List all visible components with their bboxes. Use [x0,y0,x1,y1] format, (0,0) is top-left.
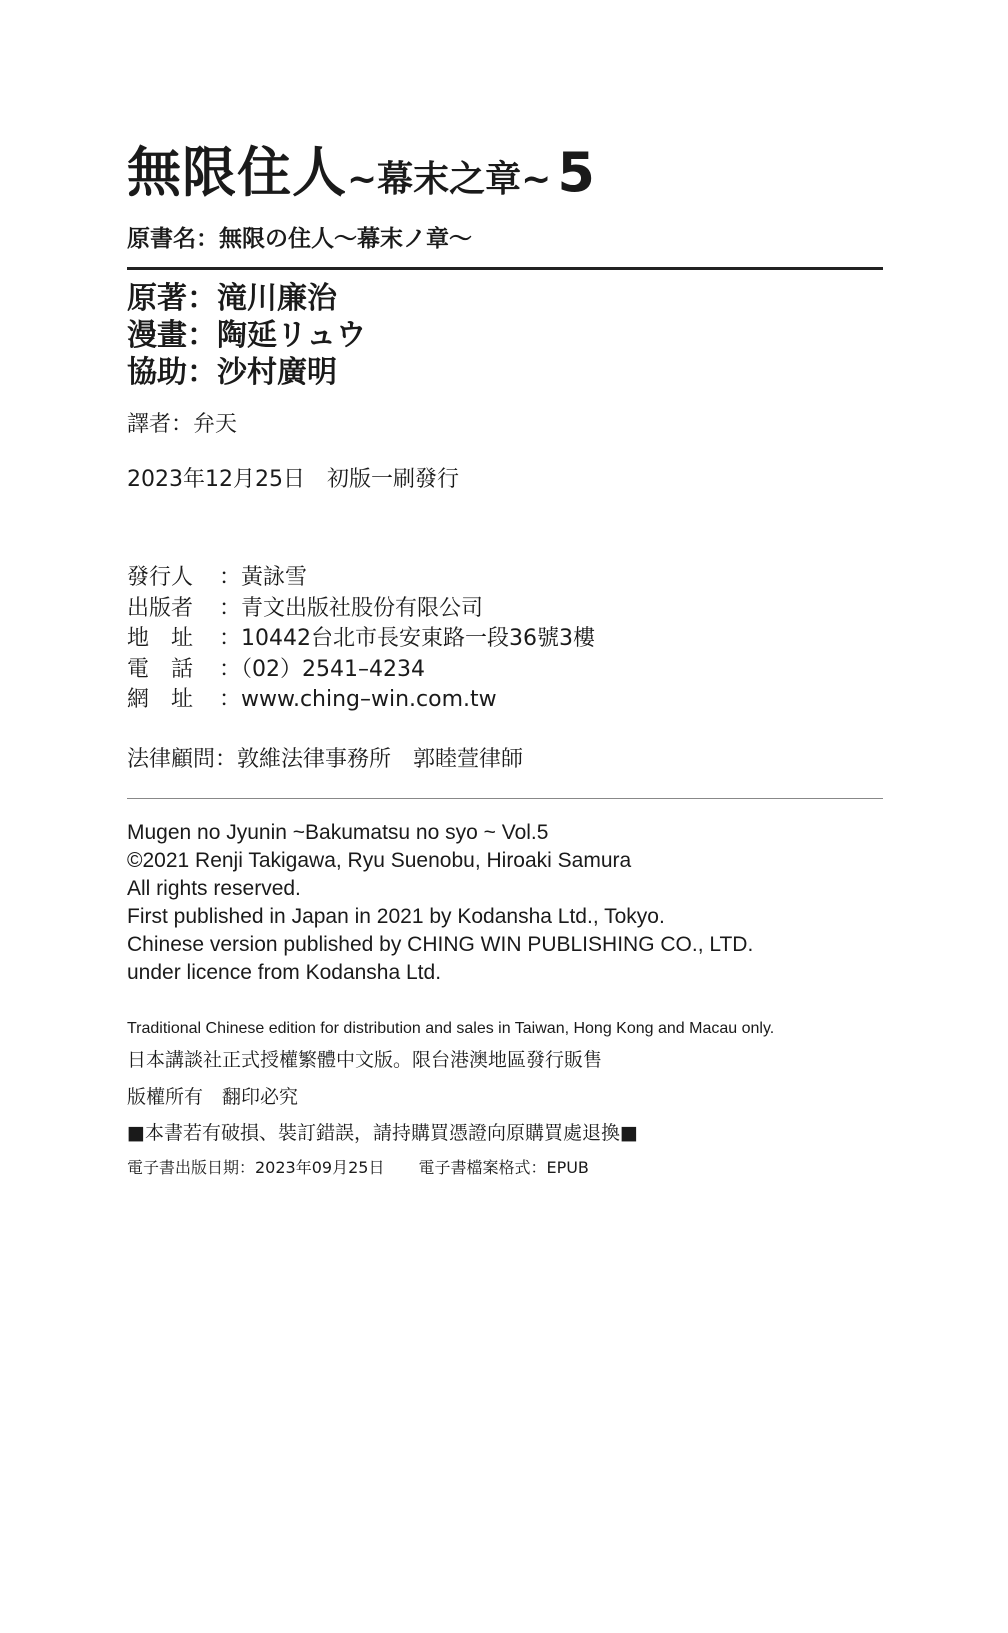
first-edition-date: 2023年12月25日 初版一刷發行 [127,467,459,492]
damage-notice: ■本書若有破損、裝訂錯誤，請持購買憑證向原購買處退換■ [127,1122,638,1144]
publisher-info-row [127,682,497,713]
book-title [127,141,595,204]
publisher-info-row [127,652,425,683]
original-title: 原書名：無限の住人～幕末ノ章～ [127,226,472,252]
credit-assist: 協助：沙村廣明 [127,355,337,390]
english-line: First published in Japan in 2021 by Kodansha Ltd., Tokyo. [127,905,665,928]
info-label: 發行人 [127,565,194,590]
info-value: ：青文出版社股份有限公司 [219,596,484,621]
english-line: Mugen no Jyunin ~Bakumatsu no syo ~ Vol.5 [127,821,549,844]
info-value: ：（02）2541–4234 [219,657,425,682]
distribution-notice-en: Traditional Chinese edition for distribution and sales in Taiwan, Hong Kong and Macau only. [127,1020,775,1037]
rights-notice: 版權所有 翻印必究 [127,1086,299,1108]
info-label: 電 話 [127,657,194,682]
thin-divider [127,798,883,799]
distribution-notice-cn: 日本講談社正式授權繁體中文版。限台港澳地區發行販售 [127,1049,603,1071]
english-line: ©2021 Renji Takigawa, Ryu Suenobu, Hiroaki Samura [127,849,632,872]
legal-counsel: 法律顧問：敦維法律事務所 郭睦萱律師 [127,747,524,772]
info-label: 出版者 [127,596,194,621]
credit-author: 原著：滝川廉治 [127,281,337,316]
credit-artist: 漫畫：陶延リュウ [127,318,367,353]
info-label: 地 址 [127,626,194,651]
translator: 譯者：弁天 [127,412,238,437]
title-subtitle: ~幕末之章~ [347,159,552,200]
publisher-info-row [127,621,595,652]
title-main: 無限住人 [127,141,347,204]
info-value: ：10442台北市長安東路一段36號3樓 [219,626,595,651]
english-line: All rights reserved. [127,877,301,900]
ebook-date: 電子書出版日期：2023年09月25日 [127,1158,385,1177]
title-volume: 5 [557,141,595,204]
ebook-info [127,1155,589,1178]
ebook-format: 電子書檔案格式：EPUB [418,1158,589,1177]
english-line: Chinese version published by CHING WIN PUBLISHING CO., LTD. [127,933,754,956]
publisher-info-row [127,591,483,622]
thick-divider [127,267,883,270]
publisher-info-row [127,560,307,591]
info-label: 網 址 [127,687,194,712]
english-line: under licence from Kodansha Ltd. [127,961,442,984]
info-value: ：www.ching–win.com.tw [219,687,497,712]
info-value: ：黃詠雪 [219,565,308,590]
